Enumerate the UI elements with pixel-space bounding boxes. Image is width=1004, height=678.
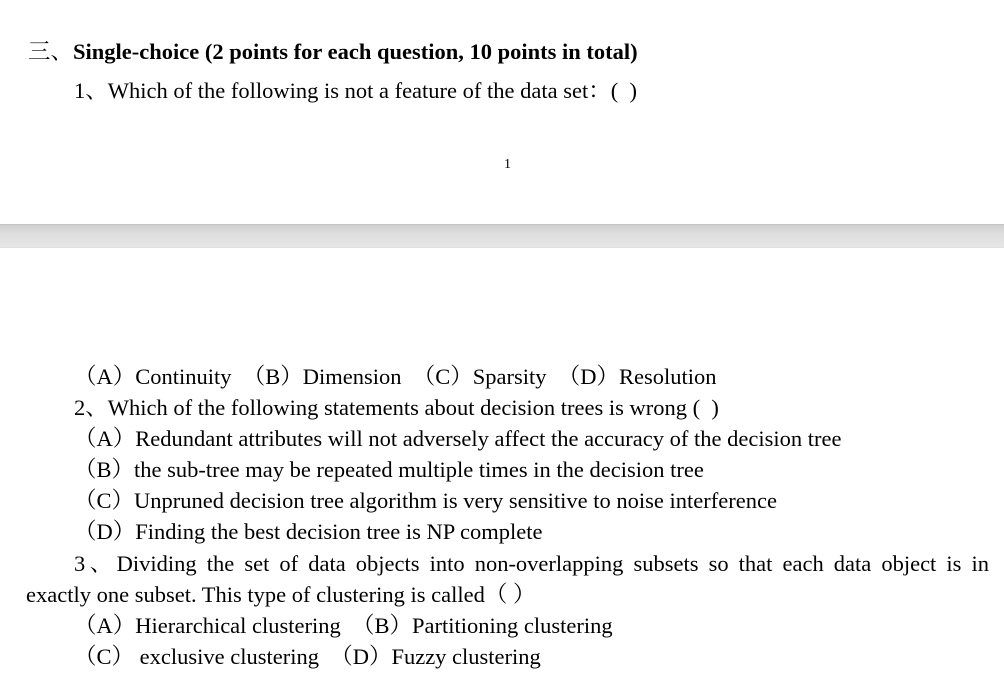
question-2-option-b: （B）the sub-tree may be repeated multiple times in the decision tree <box>74 457 704 482</box>
question-2-option-d: （D）Finding the best decision tree is NP complete <box>74 519 543 544</box>
question-3-options-ab: （A）Hierarchical clustering （B）Partitioning clustering <box>74 613 613 638</box>
question-2-stem: 2、Which of the following statements about decision trees is wrong ( ) <box>74 395 719 420</box>
question-3-stem-line-2: exactly one subset. This type of clustering is called（ ） <box>26 582 536 607</box>
section-number: 三、 <box>28 39 74 64</box>
section-title: Single-choice (2 points for each question, 10 points in total) <box>73 39 638 64</box>
question-2-option-c: （C）Unpruned decision tree algorithm is very sensitive to noise interference <box>74 488 777 513</box>
page-number: 1 <box>504 157 511 172</box>
question-3-stem-line-1: 3、Dividing the set of data objects into non-overlapping subsets so that each data object is in <box>74 551 989 576</box>
question-1-options: （A）Continuity （B）Dimension （C）Sparsity （D）Resolution <box>74 364 717 389</box>
page-break-separator <box>0 224 1004 248</box>
question-1-stem: 1、Which of the following is not a feature of the data set：( ) <box>74 78 637 103</box>
question-2-option-a: （A）Redundant attributes will not adversely affect the accuracy of the decision tree <box>74 426 842 451</box>
section-heading <box>28 37 638 67</box>
page-1 <box>0 0 1004 222</box>
question-3-options-cd: （C） exclusive clustering （D）Fuzzy clustering <box>74 644 541 669</box>
